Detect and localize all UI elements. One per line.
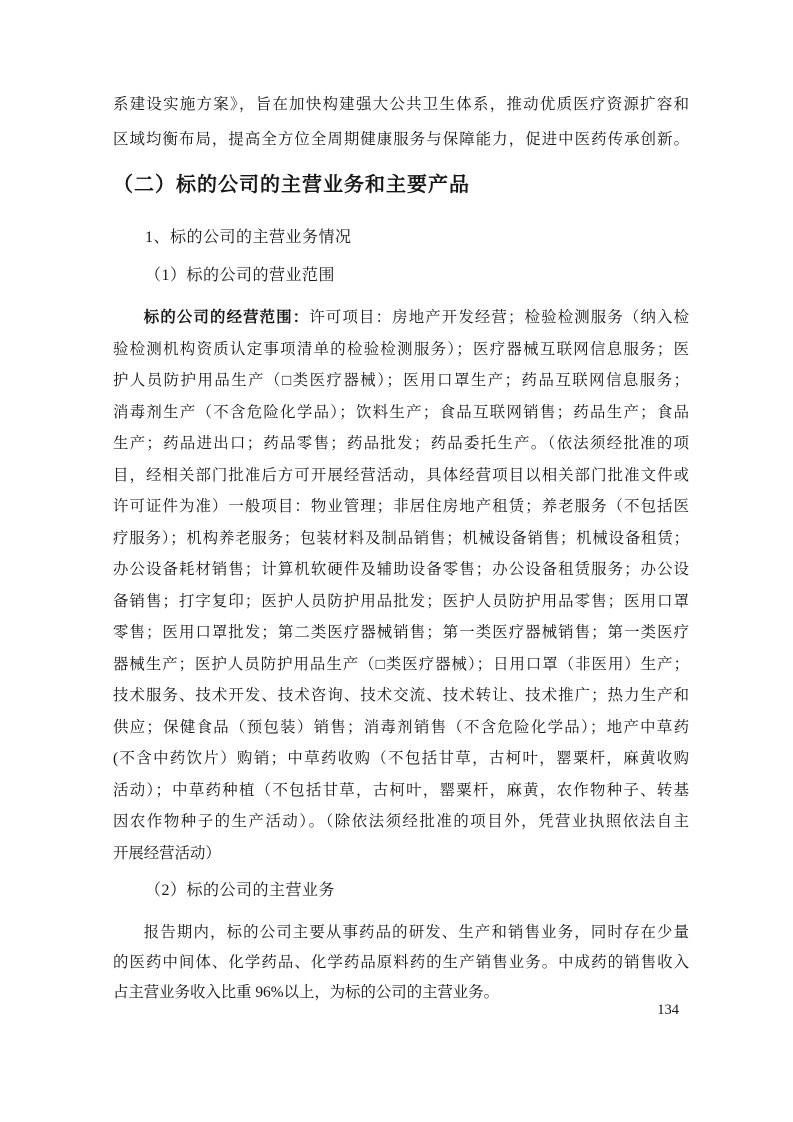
- business-scope-paragraph: [113, 302, 689, 869]
- subsection-heading-business-registration-scope: （1）标的公司的营业范围: [145, 267, 336, 284]
- text-line: 活动）；中草药种植（不包括甘草，古柯叶，罂粟杆，麻黄，农作物种子、转基: [113, 781, 689, 799]
- intro-paragraph: [113, 87, 689, 157]
- text-line: 备销售；打字复印；医护人员防护用品批发；医护人员防护用品零售；医用口罩: [113, 592, 689, 610]
- text-line: 报告期内，标的公司主要从事药品的研发、生产和销售业务，同时存在少量: [143, 924, 689, 941]
- text-line: 技术服务、技术开发、技术咨询、技术交流、技术转让、技术推广；热力生产和: [113, 687, 689, 704]
- text-line: 因农作物种子的生产活动）。（除依法须经批准的项目外，凭营业执照依法自主: [113, 813, 689, 830]
- text-line: 消毒剂生产（不含危险化学品）；饮料生产；食品互联网销售；药品生产；食品: [113, 403, 689, 421]
- text-line: 目，经相关部门批准后方可开展经营活动，具体经营项目以相关部门批准文件或: [113, 466, 689, 484]
- text-line: 供应；保健食品（预包装）销售；消毒剂销售（不含危险化学品）；地产中草药: [113, 718, 689, 736]
- text-line: 验检测机构资质认定事项清单的检验检测服务）；医疗器械互联网信息服务；医: [113, 340, 689, 358]
- main-business-paragraph: [113, 918, 689, 1008]
- subsection-heading-main-business: （2）标的公司的主营业务: [145, 882, 336, 899]
- text-line: [113, 302, 689, 334]
- text-line: (不含中药饮片）购销；中草药收购（不包括甘草，古柯叶，罂粟杆，麻黄收购: [113, 750, 689, 767]
- text-line: 器械生产；医护人员防护用品生产（□类医疗器械）；日用口罩（非医用）生产；: [113, 655, 689, 673]
- page-number: 134: [657, 1002, 679, 1018]
- business-scope-lines: [113, 334, 689, 870]
- business-scope-first-line-text: 许可项目：房地产开发经营；检验检测服务（纳入检: [309, 309, 689, 326]
- text-line: 零售；医用口罩批发；第二类医疗器械销售；第一类医疗器械销售；第一类医疗: [113, 624, 689, 641]
- text-line: 疗服务）；机构养老服务；包装材料及制品销售；机械设备销售；机械设备租赁；: [113, 529, 689, 547]
- text-line: 系建设实施方案》，旨在加快构建强大公共卫生体系，推动优质医疗资源扩容和: [113, 96, 689, 113]
- business-scope-lead-label: 标的公司的经营范围：: [143, 309, 310, 326]
- text-line: 护人员防护用品生产（□类医疗器械）；医用口罩生产；药品互联网信息服务；: [113, 372, 689, 389]
- text-line: 的医药中间体、化学药品、化学药品原料药的生产销售业务。中成药的销售收入: [113, 954, 689, 971]
- text-line: 许可证件为准）一般项目：物业管理；非居住房地产租赁；养老服务（不包括医: [113, 498, 689, 515]
- text-line: 生产；药品进出口；药品零售；药品批发；药品委托生产。（依法须经批准的项: [113, 435, 689, 452]
- section-heading: （二）标的公司的主营业务和主要产品: [113, 174, 470, 196]
- text-line: 区域均衡布局，提高全方位全周期健康服务与保障能力，促进中医药传承创新。: [113, 131, 689, 148]
- page-content: [113, 87, 689, 1008]
- text-line: 占主营业务收入比重 96%以上，为标的公司的主营业务。: [113, 984, 500, 1001]
- subsection-heading-main-business-overview: 1、标的公司的主营业务情况: [145, 229, 352, 246]
- text-line: 办公设备耗材销售；计算机软硬件及辅助设备零售；办公设备租赁服务；办公设: [113, 561, 689, 578]
- text-line: 开展经营活动）: [113, 844, 221, 862]
